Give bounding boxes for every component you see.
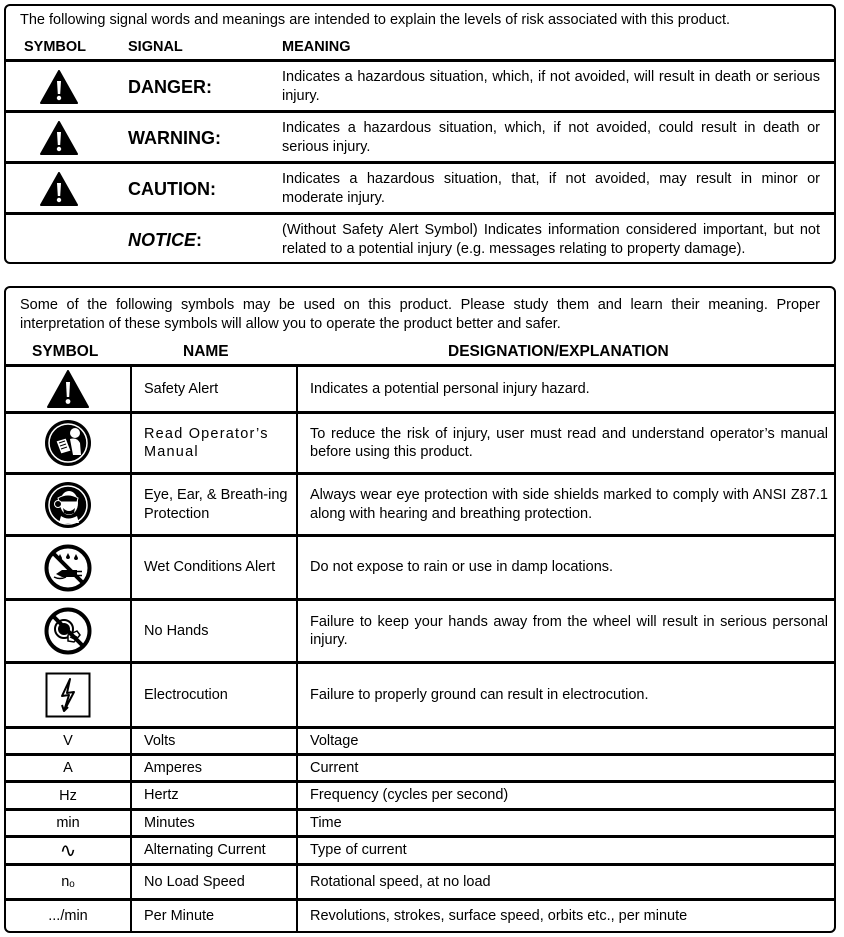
signal-words-panel	[4, 4, 836, 264]
symbol-name: Read Operator’s Manual	[144, 425, 269, 460]
symbols-intro-text: Some of the following symbols may be used on this product. Please study them and learn their meaning. Proper interpretation of these symbols will allow you to operate the product better and safer.	[20, 297, 820, 332]
column-divider	[296, 367, 298, 931]
warning-triangle-icon	[40, 172, 78, 206]
eye-ear-breathing-protection-icon	[6, 475, 130, 534]
no-hands-icon	[6, 601, 130, 661]
signal-header-meaning: MEANING	[282, 39, 351, 55]
symbol-explanation: Always wear eye protection with side shields marked to comply with ANSI Z87.1 along with hearing and breathing protection.	[310, 487, 828, 522]
signal-intro-text: The following signal words and meanings are intended to explain the levels of risk associated with this product.	[20, 12, 731, 28]
symbol-explanation: Failure to keep your hands away from the wheel will result in serious personal injury.	[310, 613, 828, 648]
signal-meaning: Indicates a hazardous situation, which, if not avoided, will result in death or serious injury.	[282, 69, 820, 104]
alternating-current-icon: ∿	[59, 840, 77, 862]
symbol-explanation: Indicates a potential personal injury hazard.	[310, 380, 590, 397]
symbol-explanation: Type of current	[310, 842, 407, 859]
symbols-header-symbol: SYMBOL	[32, 343, 99, 360]
signal-meaning: Indicates a hazardous situation, which, if not avoided, could result in death or serious injury.	[282, 120, 820, 155]
symbol-name: Volts	[144, 732, 176, 749]
symbol-name: Wet Conditions Alert	[144, 559, 276, 576]
signal-word-text: NOTICE	[128, 230, 197, 250]
signal-word: CAUTION:	[128, 179, 216, 199]
signal-meaning: (Without Safety Alert Symbol) Indicates information considered important, but not related to a potential injury (e.g. messages relating to property damage).	[282, 222, 820, 257]
symbol-text: nₒ	[61, 874, 75, 890]
symbol-name: Hertz	[144, 787, 179, 804]
symbol-name: Minutes	[144, 814, 195, 831]
symbol-name: No Load Speed	[144, 873, 245, 890]
symbol-explanation: To reduce the risk of injury, user must read and understand operator’s manual before using this product.	[310, 425, 828, 460]
read-manual-icon	[6, 414, 130, 472]
signal-word: WARNING:	[128, 128, 221, 148]
symbol-name: Per Minute	[144, 907, 215, 924]
symbols-header-explanation: DESIGNATION/EXPLANATION	[448, 343, 669, 360]
symbol-name: Electrocution	[144, 686, 228, 703]
symbol-text: .../min	[48, 908, 88, 924]
signal-row-notice	[6, 215, 834, 261]
signal-row-caution	[6, 164, 834, 212]
symbol-explanation: Rotational speed, at no load	[310, 873, 491, 890]
symbol-explanation: Frequency (cycles per second)	[310, 787, 509, 804]
symbol-text: A	[63, 760, 73, 776]
wet-conditions-icon	[6, 537, 130, 598]
signal-word	[128, 230, 202, 251]
signal-row-danger	[6, 62, 834, 110]
symbols-header-name: NAME	[183, 343, 229, 360]
warning-triangle-icon	[40, 70, 78, 104]
symbol-explanation: Do not expose to rain or use in damp locations.	[310, 559, 614, 576]
symbol-explanation: Revolutions, strokes, surface speed, orbits etc., per minute	[310, 907, 688, 924]
symbol-text: Hz	[59, 787, 77, 804]
symbols-panel	[4, 286, 836, 933]
symbol-explanation: Voltage	[310, 732, 359, 749]
symbol-explanation: Failure to properly ground can result in electrocution.	[310, 686, 649, 703]
signal-row-warning	[6, 113, 834, 161]
column-divider	[130, 367, 132, 931]
signal-header-symbol: SYMBOL	[24, 39, 87, 55]
safety-alert-icon	[6, 367, 130, 411]
electrocution-icon	[6, 664, 130, 726]
symbol-name: No Hands	[144, 622, 209, 639]
signal-word: DANGER:	[128, 77, 212, 97]
symbol-name: Eye, Ear, & Breath-ing Protection	[144, 487, 288, 522]
symbol-name: Safety Alert	[144, 380, 219, 397]
signal-meaning: Indicates a hazardous situation, that, if not avoided, may result in minor or moderate injury.	[282, 171, 820, 206]
symbol-name: Alternating Current	[144, 842, 266, 859]
symbol-text: V	[63, 733, 73, 749]
symbol-explanation: Current	[310, 759, 359, 776]
symbol-name: Amperes	[144, 759, 203, 776]
symbol-explanation: Time	[310, 814, 342, 831]
signal-header-signal: SIGNAL	[128, 39, 183, 55]
symbol-text: min	[56, 815, 80, 831]
warning-triangle-icon	[40, 121, 78, 155]
signal-word-suffix: :	[196, 230, 203, 250]
